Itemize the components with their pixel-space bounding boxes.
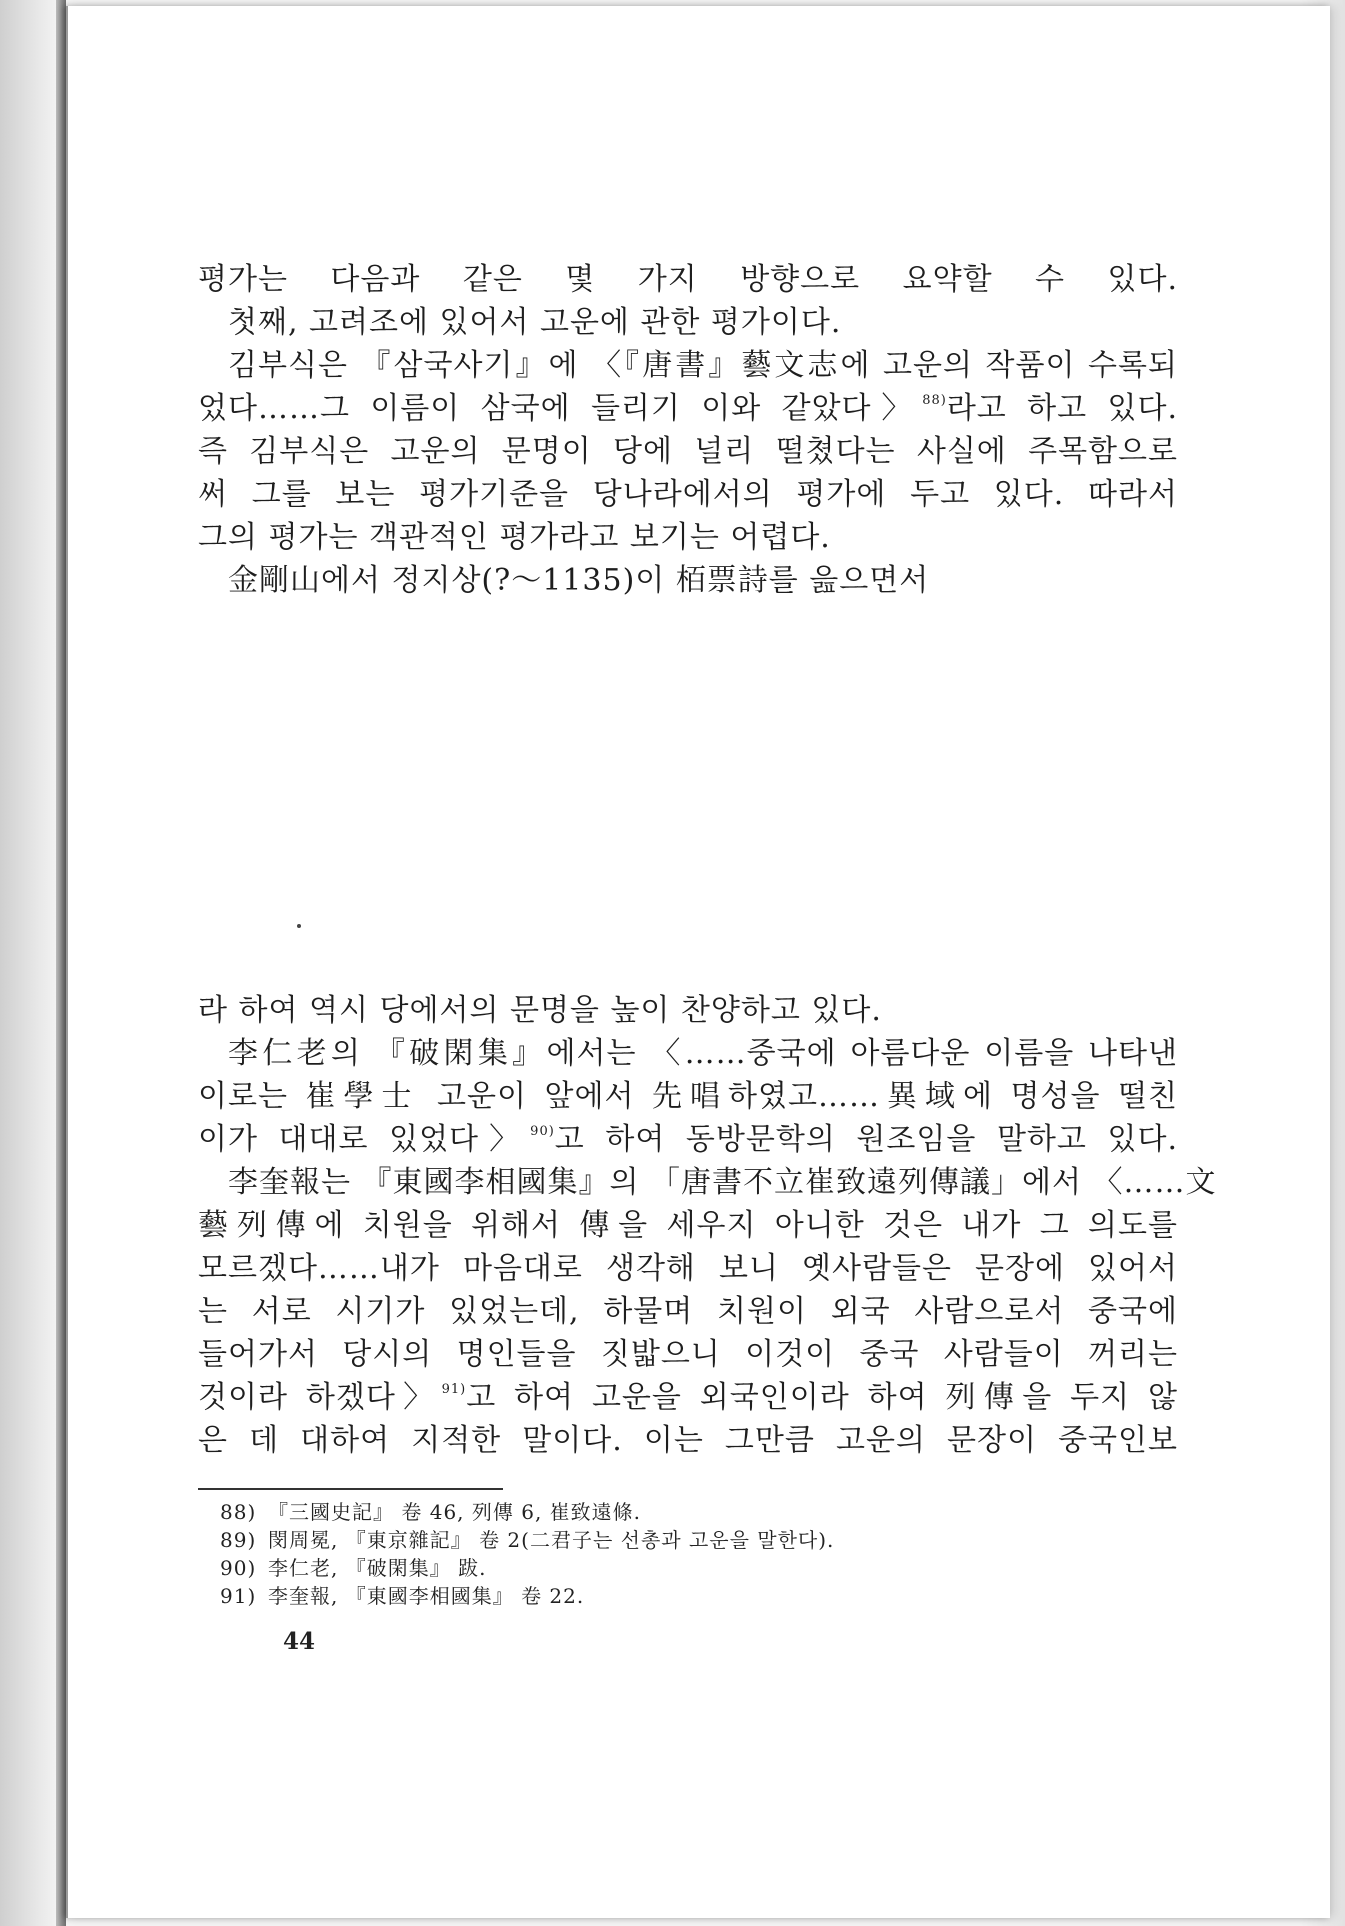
poem-line: [198, 645, 1178, 688]
text-run: 었다……그 이름이 삼국에 들리기 이와 같았다〉: [198, 391, 923, 426]
text-run: 이가 대대로 있었다〉: [198, 1122, 531, 1157]
paragraph-line: 는 서로 시기가 있었는데, 하물며 치원이 외국 사람으로서 중국에: [198, 1294, 1178, 1329]
page-number: 44: [283, 1628, 316, 1655]
paragraph-line: 은 데 대하여 지적한 말이다. 이는 그만큼 고운의 문장이 중국인보: [198, 1423, 1178, 1458]
footnote-text: 李奎報, 『東國李相國集』 卷 22.: [268, 1584, 585, 1608]
paragraph-line: 金剛山에서 정지상(?～1135)이 栢票詩를 읊으면서: [228, 563, 930, 598]
paragraph-line: 藝列傳에 치원을 위해서 傳을 세우지 아니한 것은 내가 그 의도를: [198, 1208, 1178, 1243]
footnote-number: 90): [220, 1556, 257, 1580]
footnote-number: 91): [220, 1584, 257, 1608]
footnote: [198, 1498, 1178, 1526]
paragraph-line: 즉 김부식은 고운의 문명이 당에 널리 떨쳤다는 사실에 주목함으로: [198, 434, 1178, 469]
paragraph-line: 들어가서 당시의 명인들을 짓밟으니 이것이 중국 사람들이 꺼리는: [198, 1337, 1178, 1372]
paragraph-line: 이로는 崔學士 고운이 앞에서 先唱하였고……異域에 명성을 떨친: [198, 1079, 1178, 1114]
footnote-text: 『三國史記』 卷 46, 列傳 6, 崔致遠條.: [268, 1500, 642, 1524]
paragraph-line: 김부식은 『삼국사기』에 〈『唐書』藝文志에 고운의 작품이 수록되: [228, 348, 1178, 383]
text-run: 것이라 하겠다〉: [198, 1380, 442, 1415]
footnote-number: 88): [220, 1500, 257, 1524]
paragraph-line: 라 하여 역시 당에서의 문명을 높이 찬양하고 있다.: [198, 993, 882, 1028]
footnote: [198, 1582, 1178, 1610]
footnote: [198, 1554, 1178, 1582]
text-run: 고 하여 동방문학의 원조임을 말하고 있다.: [554, 1122, 1178, 1157]
poem-line: [198, 774, 1178, 817]
paragraph-line: 써 그를 보는 평가기준을 당나라에서의 평가에 두고 있다. 따라서: [198, 477, 1178, 512]
book-spine-edge: [56, 0, 66, 1926]
poem-line: [198, 688, 1178, 731]
paragraph-line: 그의 평가는 객관적인 평가라고 보기는 어렵다.: [198, 520, 831, 555]
poem-line: [198, 903, 1178, 946]
text-run: 라고 하고 있다.: [946, 391, 1178, 426]
footnote-ref: 88): [922, 393, 947, 408]
footnote-divider: [198, 1488, 503, 1490]
footnote-ref: 90): [530, 1124, 555, 1139]
paragraph-line: 첫째, 고려조에 있어서 고운에 관한 평가이다.: [228, 305, 842, 340]
page-body: [198, 258, 1217, 1610]
paragraph-line: [198, 1118, 1178, 1161]
poem-line: [198, 731, 1178, 774]
footnote-text: 閔周冕, 『東京雜記』 卷 2(二君子는 선총과 고운을 말한다).: [268, 1528, 835, 1552]
paragraph-line: [198, 1376, 1178, 1419]
poem-line: [198, 860, 1178, 903]
poem-ellipsis: [198, 817, 1178, 860]
paragraph-line: [198, 387, 1178, 430]
paragraph-line: 모르겠다……내가 마음대로 생각해 보니 옛사람들은 문장에 있어서: [198, 1251, 1178, 1286]
paragraph-line: 평가는 다음과 같은 몇 가지 방향으로 요약할 수 있다.: [198, 262, 1178, 297]
footnote-text: 李仁老, 『破閑集』 跋.: [268, 1556, 487, 1580]
footnote-ref: 91): [441, 1382, 467, 1397]
footnote-number: 89): [220, 1528, 257, 1552]
paragraph-line: 李仁老의 『破閑集』에서는 〈……중국에 아름다운 이름을 나타낸: [228, 1036, 1178, 1071]
text-run: 고 하여 고운을 외국인이라 하여 列傳을 두지 않: [466, 1380, 1178, 1415]
quoted-poem: [198, 645, 1178, 946]
footnote: [198, 1526, 1178, 1554]
paragraph-line: 李奎報는 『東國李相國集』의 「唐書不立崔致遠列傳議」에서 〈……文: [228, 1165, 1217, 1200]
